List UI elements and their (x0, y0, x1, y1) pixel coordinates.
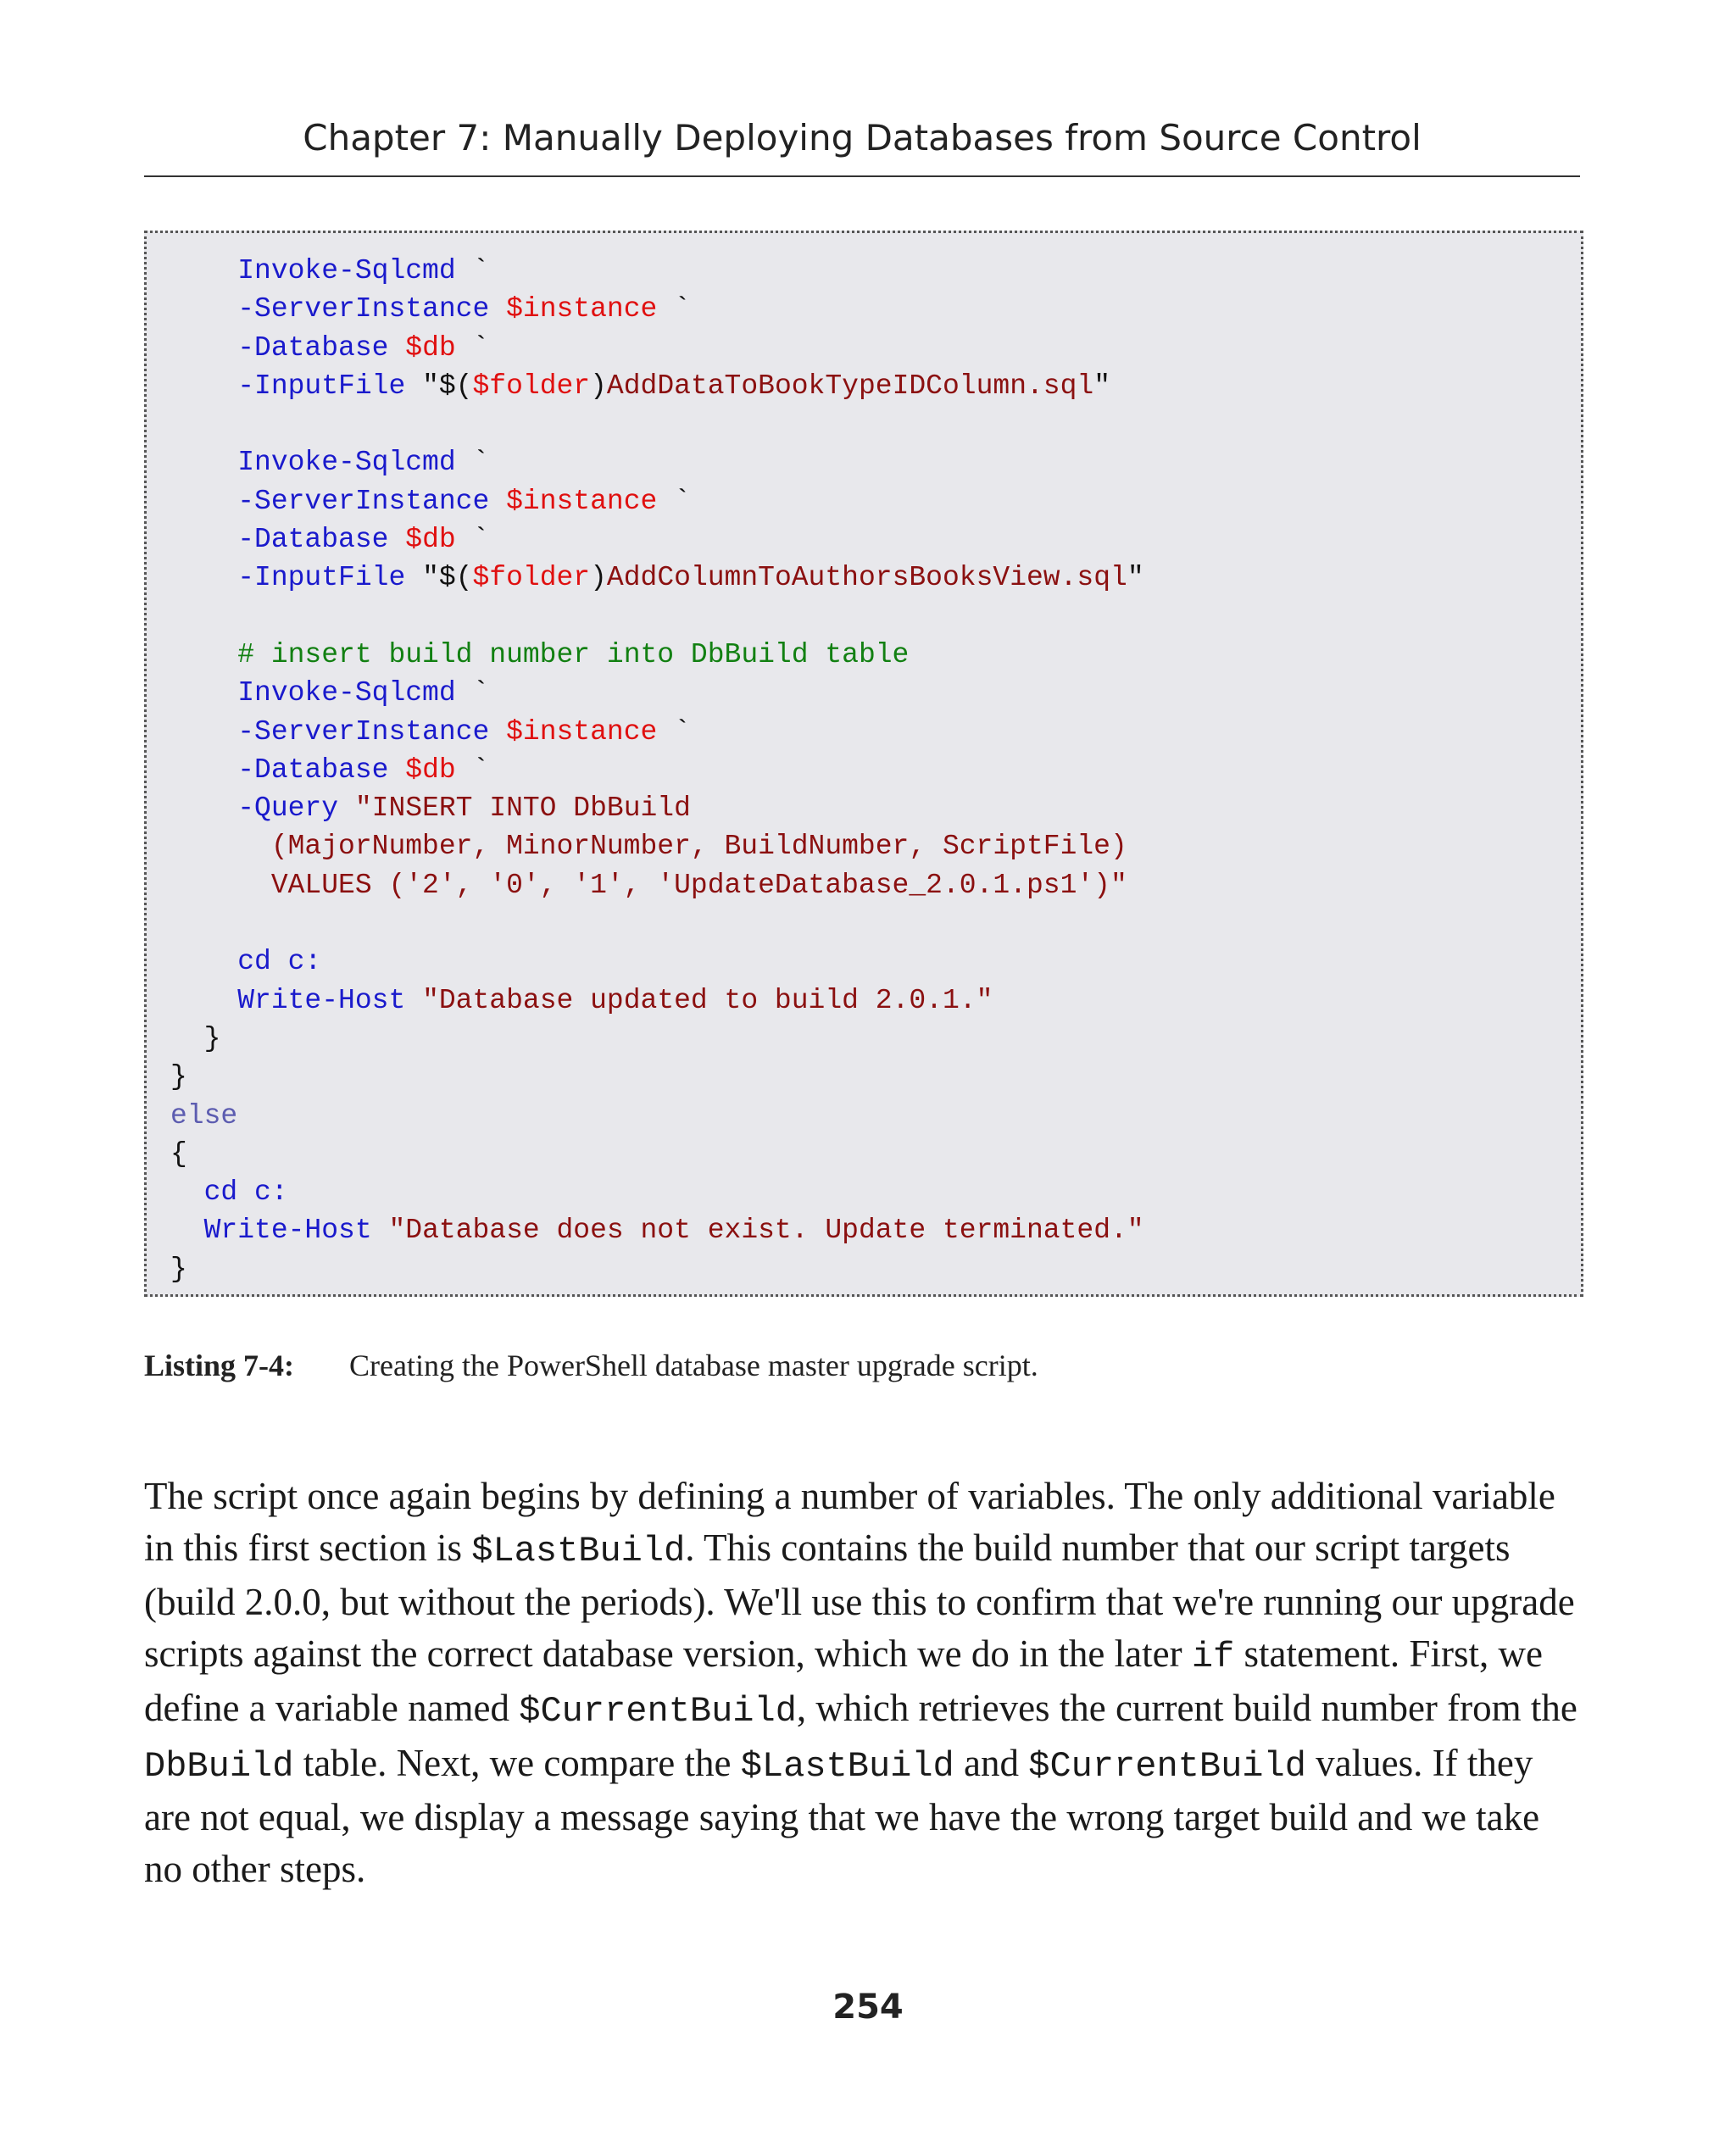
inline-code: if (1191, 1636, 1235, 1677)
code-line (170, 866, 1144, 904)
code-token: ` (657, 293, 691, 325)
code-token: } (170, 1061, 187, 1093)
code-token: " (1093, 370, 1111, 402)
paragraph-text: , which retrieves the current build number from the (796, 1687, 1577, 1729)
code-line (170, 252, 1144, 290)
code-token (388, 332, 405, 364)
paragraph-text: values. If they are not equal, we display a message saying that we have the wrong target build and we take no other steps. (144, 1741, 1540, 1890)
code-line (170, 713, 1144, 751)
code-token: Invoke-Sqlcmd (237, 677, 456, 709)
code-token (489, 716, 506, 748)
paragraph-text: . This contains the build number that our script targets (build 2.0.0, but without the periods). We'll use this to confirm that we're running our upgrade scripts against the correct database version, which we do in the later (144, 1526, 1575, 1675)
code-line (170, 1135, 1144, 1173)
code-line (170, 559, 1144, 597)
page-number: 254 (832, 1988, 904, 2027)
code-token: ` (455, 677, 490, 709)
paragraph-text: table. Next, we compare the (293, 1741, 741, 1784)
code-token: $db (405, 331, 456, 364)
code-token (170, 447, 237, 478)
code-token: } (170, 1022, 221, 1054)
code-token: { (170, 1137, 187, 1170)
code-token: (MajorNumber, MinorNumber, BuildNumber, ScriptFile) (170, 831, 1127, 863)
code-block (170, 252, 1144, 1288)
inline-code: $CurrentBuild (1028, 1745, 1306, 1787)
code-token: $db (405, 524, 456, 556)
code-token: -InputFile (237, 370, 406, 402)
code-token (170, 946, 237, 977)
code-line (170, 982, 1144, 1020)
code-token: $instance (506, 293, 658, 325)
code-token: " (1127, 562, 1144, 594)
code-line (170, 751, 1144, 789)
code-line (170, 598, 1144, 636)
code-token: $instance (506, 485, 658, 517)
code-token: Write-Host (237, 984, 406, 1016)
code-line (170, 904, 1144, 943)
code-line (170, 367, 1144, 405)
code-token (170, 332, 237, 364)
code-token: -Database (237, 331, 389, 364)
code-token: -ServerInstance (237, 293, 490, 325)
code-token: $folder (472, 562, 591, 594)
code-line (170, 827, 1144, 865)
code-token: VALUES ('2', '0', '1', 'UpdateDatabase_2.0.1.ps1')" (170, 869, 1127, 901)
code-token: ` (455, 447, 490, 479)
code-token (170, 792, 237, 824)
code-line (170, 329, 1144, 367)
chapter-header: Chapter 7: Manually Deploying Databases from Source Control (303, 117, 1422, 158)
code-token: "INSERT INTO DbBuild (338, 792, 691, 825)
code-token: else (170, 1099, 238, 1132)
code-listing (144, 231, 1583, 1297)
code-token (170, 677, 237, 709)
code-line (170, 674, 1144, 712)
code-token (489, 486, 506, 517)
code-line (170, 1250, 1144, 1288)
code-token: -Database (237, 754, 389, 786)
code-token: } (170, 1253, 187, 1285)
code-token: ` (455, 255, 490, 286)
code-token (170, 1176, 204, 1208)
body-paragraph (144, 1471, 1585, 1894)
code-token: -Query (237, 792, 339, 825)
code-line (170, 405, 1144, 443)
code-token: AddDataToBookTypeIDColumn.sql (606, 370, 1094, 402)
code-token: "Database updated to build 2.0.1." (405, 984, 993, 1016)
code-token: -ServerInstance (237, 485, 490, 517)
code-token: ` (455, 524, 490, 556)
code-token: Write-Host (203, 1215, 372, 1247)
listing-caption (144, 1348, 1038, 1383)
code-line (170, 290, 1144, 328)
code-token (489, 293, 506, 325)
code-token: ) (590, 562, 607, 594)
caption-text: Creating the PowerShell database master upgrade script. (349, 1349, 1038, 1382)
code-token (170, 370, 237, 402)
code-token (170, 1215, 204, 1246)
inline-code: $LastBuild (740, 1745, 954, 1787)
code-line (170, 1020, 1144, 1058)
code-token: -Database (237, 524, 389, 556)
paragraph-text: The script once again begins by defining a number of variables. The only additional variable in this first section is (144, 1475, 1555, 1569)
code-line (170, 1173, 1144, 1211)
code-line (170, 636, 1144, 674)
code-token: ` (455, 754, 490, 786)
code-line (170, 789, 1144, 827)
code-token (170, 754, 237, 786)
code-line (170, 443, 1144, 481)
code-token (170, 562, 237, 593)
code-line (170, 1097, 1144, 1135)
paragraph-text: statement. First, we define a variable named (144, 1632, 1543, 1729)
inline-code: $CurrentBuild (519, 1691, 797, 1732)
code-token: cd c: (237, 946, 322, 978)
code-line (170, 1211, 1144, 1249)
code-token (388, 524, 405, 555)
code-token (170, 639, 237, 670)
code-token: ` (657, 485, 691, 517)
inline-code: $LastBuild (471, 1530, 686, 1571)
code-token (170, 255, 237, 286)
code-token (170, 486, 237, 517)
code-token: $folder (472, 370, 591, 402)
code-token (170, 524, 237, 555)
code-token: ` (657, 715, 691, 748)
code-line (170, 482, 1144, 520)
code-token (170, 716, 237, 748)
inline-code: DbBuild (144, 1745, 294, 1787)
code-token (170, 985, 237, 1016)
code-token: # insert build number into DbBuild table (237, 638, 910, 670)
code-token: Invoke-Sqlcmd (237, 447, 456, 479)
header-rule (144, 175, 1580, 177)
code-token: -InputFile (237, 562, 406, 594)
code-line (170, 1058, 1144, 1096)
code-token: ` (455, 331, 490, 364)
code-token: ) (590, 370, 607, 402)
code-token (170, 293, 237, 325)
code-token: "$( (405, 370, 473, 402)
caption-label: Listing 7-4: (144, 1349, 295, 1382)
code-token: $db (405, 754, 456, 786)
code-token: Invoke-Sqlcmd (237, 255, 456, 286)
code-line (170, 943, 1144, 981)
code-token: -ServerInstance (237, 715, 490, 748)
code-token: cd c: (203, 1176, 288, 1209)
code-token: AddColumnToAuthorsBooksView.sql (606, 562, 1127, 594)
code-token: "$( (405, 562, 473, 594)
code-token: $instance (506, 715, 658, 748)
paragraph-text: and (954, 1741, 1029, 1784)
code-token (388, 754, 405, 786)
code-line (170, 520, 1144, 559)
code-token: "Database does not exist. Update terminated." (371, 1215, 1144, 1247)
